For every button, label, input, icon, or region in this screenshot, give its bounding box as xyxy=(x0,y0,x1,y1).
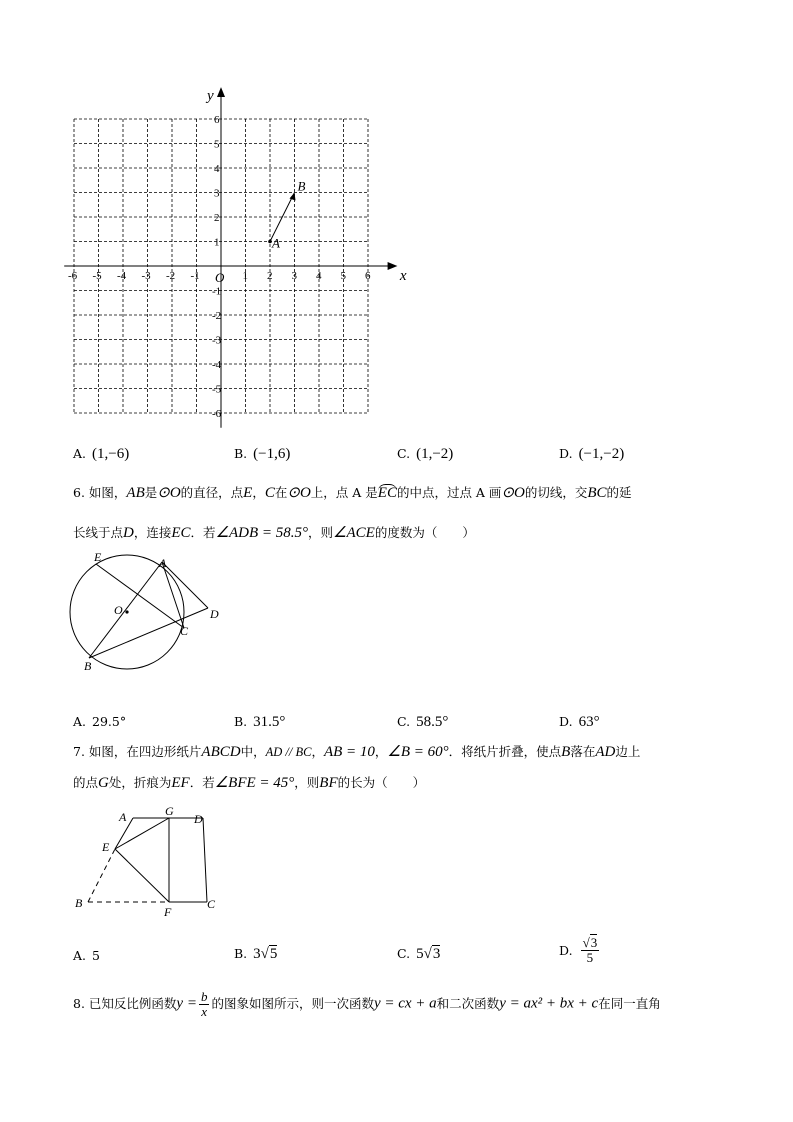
segment-ab xyxy=(268,179,305,251)
y-tick-label: 1 xyxy=(214,236,220,249)
option-label: D. xyxy=(559,714,573,729)
option-label: C. xyxy=(397,714,411,729)
option-value: 63° xyxy=(578,714,600,730)
y-axis-arrow xyxy=(217,87,225,97)
q5-option-a[interactable] xyxy=(73,446,129,463)
q7-stem-line2: 的点G处，折痕为EF．若∠BFE = 45°，则BF的长为（ ） xyxy=(73,775,426,791)
option-coefficient: 3 xyxy=(253,946,261,962)
x-tick-label: 4 xyxy=(316,270,322,282)
q7-option-c[interactable] xyxy=(397,946,440,963)
q7-option-b[interactable] xyxy=(234,946,277,963)
x-tick-label: -6 xyxy=(68,270,78,282)
option-value: (−1,−2) xyxy=(578,446,625,462)
q5-option-d[interactable] xyxy=(559,446,624,463)
y-tick-label: -1 xyxy=(212,285,222,298)
segment-be-dashed xyxy=(88,849,115,902)
option-radicand: 5 xyxy=(269,946,278,962)
x-tick-label: 1 xyxy=(242,270,248,282)
option-value: 31.5° xyxy=(253,714,286,730)
label-e: E xyxy=(102,840,110,854)
option-value: (1,−2) xyxy=(416,446,454,462)
q6-option-d[interactable] xyxy=(559,714,600,731)
option-fraction xyxy=(581,936,600,964)
option-value: 29.5° xyxy=(92,714,127,729)
segment-arrowhead xyxy=(290,193,296,201)
coordinate-grid-figure xyxy=(60,70,420,440)
option-label: D. xyxy=(559,446,573,461)
segment-ef xyxy=(115,849,169,902)
option-coefficient: 5 xyxy=(416,946,424,962)
label-b: B xyxy=(75,896,83,910)
option-label: D. xyxy=(559,942,573,958)
q7-option-a[interactable] xyxy=(73,948,100,963)
option-label: C. xyxy=(397,946,411,961)
segment-ec xyxy=(96,564,184,628)
x-tick-label: 5 xyxy=(340,270,346,282)
x-axis-label: x xyxy=(399,268,407,284)
segment-ab xyxy=(89,562,162,658)
option-label: B. xyxy=(234,714,248,729)
q6-stem-line2: 长线于点D，连接EC．若∠ADB = 58.5°，则∠ACE的度数为（ ） xyxy=(73,525,475,541)
q5-option-b[interactable] xyxy=(234,446,290,463)
x-tick-label: 2 xyxy=(267,270,273,282)
origin-label: O xyxy=(215,270,225,285)
y-axis-label: y xyxy=(207,88,214,105)
y-tick-label: 6 xyxy=(214,114,220,126)
option-label: A. xyxy=(73,714,87,729)
point-a-label: A xyxy=(272,235,280,251)
y-tick-label: -6 xyxy=(212,408,222,420)
y-tick-label: 5 xyxy=(214,138,220,151)
label-d: D xyxy=(194,812,203,826)
x-tick-label: 6 xyxy=(365,270,371,282)
q6-option-a[interactable] xyxy=(73,714,126,729)
option-label: B. xyxy=(234,446,248,461)
option-denominator: 5 xyxy=(586,949,594,965)
x-tick-label: -4 xyxy=(117,270,127,282)
point-b-label: B xyxy=(297,178,306,194)
sqrt-sign: √ xyxy=(423,946,432,962)
q6-option-b[interactable] xyxy=(234,714,285,731)
sqrt-sign: √ xyxy=(582,935,590,950)
fraction-b-over-x: $\frac{b}{x}$ xyxy=(200,989,208,1019)
segment-ac xyxy=(162,562,184,628)
option-value: (−1,6) xyxy=(253,446,291,462)
q6-option-c[interactable] xyxy=(397,714,448,731)
x-tick-label: -3 xyxy=(141,270,151,282)
x-axis-arrow xyxy=(388,262,398,270)
fold-figure xyxy=(70,802,230,920)
q7-option-d[interactable] xyxy=(559,936,601,964)
option-label: B. xyxy=(234,946,248,961)
label-a: A xyxy=(159,556,167,570)
q7-stem-line1: 7. 如图，在四边形纸片ABCD中，AD // BC，AB = 10，∠B = 60°．将纸片折叠，使点B落在AD边上 xyxy=(73,744,641,760)
x-tick-label: -5 xyxy=(92,270,102,282)
label-e: E xyxy=(94,550,102,564)
y-tick-label: 2 xyxy=(214,212,220,224)
label-d: D xyxy=(210,607,219,621)
option-label: A. xyxy=(73,948,87,963)
sqrt-sign: √ xyxy=(260,946,269,962)
x-tick-label: 3 xyxy=(291,270,297,282)
q8-stem: 8. 已知反比例函数y = $\frac{b}{x}$ 的图象如图所示，则一次函数y = cx + a和二次函数y = ax² + bx + c在同一直角 xyxy=(73,989,661,1019)
label-c: C xyxy=(207,897,216,911)
option-label: C. xyxy=(397,446,411,461)
y-tick-label: 4 xyxy=(214,163,220,175)
label-o: O xyxy=(114,603,123,617)
y-tick-label: -4 xyxy=(212,359,222,371)
y-tick-label: -3 xyxy=(212,334,222,347)
option-radicand: 3 xyxy=(590,935,598,950)
tangent-ad xyxy=(162,562,208,608)
center-dot xyxy=(125,610,128,613)
axes xyxy=(64,87,407,428)
circle-figure xyxy=(62,548,232,678)
label-g: G xyxy=(165,804,174,818)
x-tick-label: -2 xyxy=(166,270,176,282)
label-b: B xyxy=(84,659,92,673)
tick-labels xyxy=(68,114,371,420)
option-label: A. xyxy=(73,446,87,461)
label-a: A xyxy=(119,810,127,824)
label-c: C xyxy=(180,624,189,638)
y-tick-label: -5 xyxy=(212,383,222,396)
q6-stem-line1: 6. 如图，AB是⊙O的直径，点E，C在⊙O上，点 A 是EC的中点，过点 A 画⊙O的切线，交BC的延 xyxy=(73,485,632,501)
option-value: (1,−6) xyxy=(92,446,130,462)
y-tick-label: 3 xyxy=(214,187,220,200)
segment-bd xyxy=(89,608,208,658)
x-tick-label: -1 xyxy=(190,270,200,282)
label-f: F xyxy=(164,905,172,919)
option-value: 5 xyxy=(92,948,100,963)
segment-dc xyxy=(203,818,207,902)
q5-option-c[interactable] xyxy=(397,446,453,463)
y-tick-label: -2 xyxy=(212,310,222,322)
option-value: 58.5° xyxy=(416,714,449,730)
option-radicand: 3 xyxy=(432,946,441,962)
